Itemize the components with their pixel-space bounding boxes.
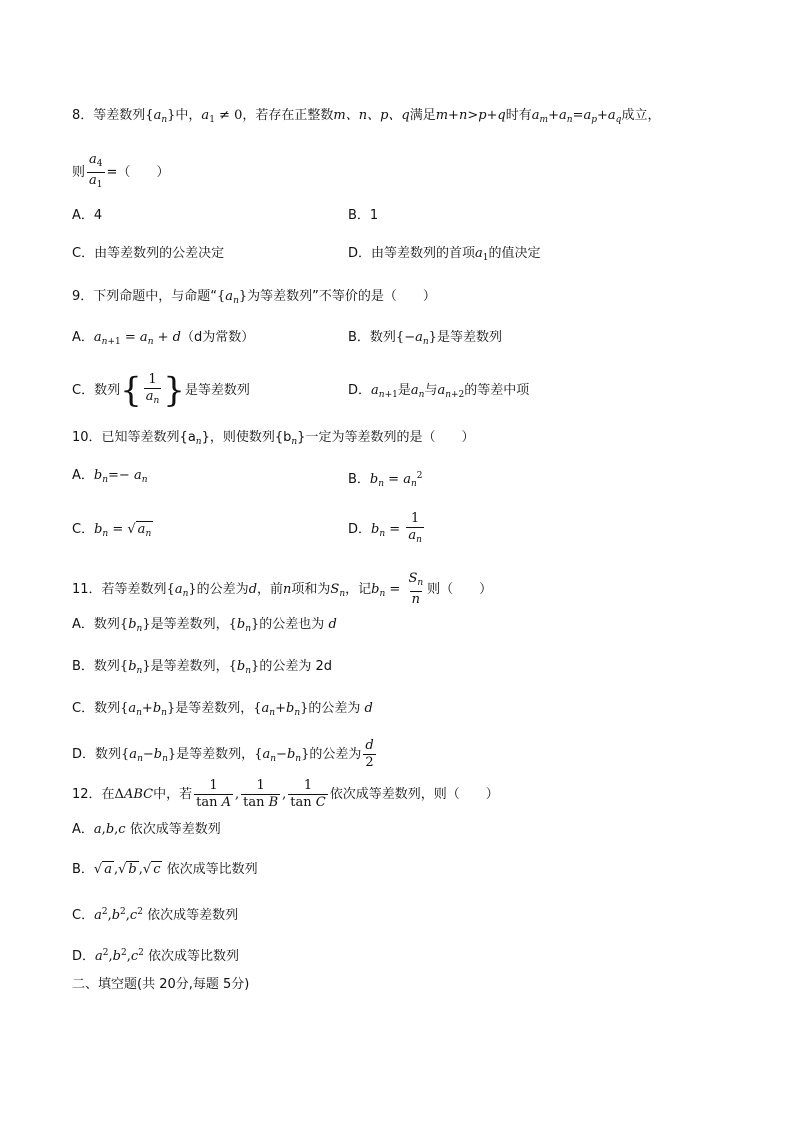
q8-text: 的值决定 — [488, 246, 541, 261]
q9-text: 是等差数列 — [184, 383, 250, 398]
q12-option-d: D．$a^2,b^2,c^2$ 依次成等比数列 — [72, 948, 240, 964]
q10-option-d: D．$b_n$ = $\frac{1}{a_n}$ — [348, 511, 426, 548]
q8-text: D．由等差数列的首项 — [348, 246, 476, 261]
q9-text: C．数列 — [72, 383, 121, 398]
option-label: B． — [72, 862, 94, 877]
q11-text: 是等差数列， — [150, 617, 229, 632]
q12-text: 依次成等差数列，则（ ） — [329, 787, 499, 802]
q10-option-a: A．$b_n=- a_n$ — [72, 468, 148, 485]
q8-text: 8．等差数列 — [72, 108, 146, 123]
section-heading: 二、填空题(共 20分,每题 5分) — [72, 977, 250, 992]
q12-text: 依次成等比数列 — [148, 949, 240, 964]
q9-text: 是等差数列 — [436, 330, 502, 345]
q11-text: 的公差为 — [308, 701, 361, 716]
q8-option-d: D．由等差数列的首项$a_1$的值决定 — [348, 246, 541, 263]
fraction-a4-a1: $\frac{a_4}{a_1}$ — [87, 152, 105, 193]
q8-stem-line2 — [72, 152, 169, 193]
option-label: D． — [348, 383, 372, 398]
q11-text: 的公差为 — [196, 582, 249, 597]
q9-option-d: D．$a_{n+1}$是$a_n$与$a_{n+2}$的等差中项 — [348, 383, 530, 400]
q11-text: 的公差为 — [309, 747, 362, 762]
fraction-sn-n: $\frac{S_n}{n}$ — [408, 571, 424, 607]
q9-text: （d为常数） — [180, 330, 255, 345]
q12-stem: 12．在ΔABC中，若 $\frac{1}{\text{tan A}}$ , $\frac{1}{\text{tan B}}$ , $\frac{1}{\text{tan C}}$ 依次成等差数列，则（ ） — [72, 778, 499, 810]
q12-text: 依次成等差数列 — [147, 908, 239, 923]
q11-option-a: A．数列$\{b_n\}$是等差数列，$\{b_n\}$的公差也为 d — [72, 617, 337, 634]
q11-option-d: D．数列$\{a_n-b_n\}$是等差数列，$\{a_n-b_n\}$的公差为 $\frac{d}{2}$ — [72, 738, 374, 770]
q8-text: 时有 — [505, 108, 532, 123]
sqrt-an: √ $a_n$ — [127, 522, 152, 539]
option-label: A． — [72, 468, 94, 483]
q10-text: }一定为等差数列的是（ ） — [297, 430, 475, 445]
q8-text: ，若存在正整数 — [242, 108, 334, 123]
fraction-1-tanB: $\frac{1}{\text{tan B}}$ — [243, 778, 279, 810]
q9-stem: 9．下列命题中，与命题“$\{a_n\}$为等差数列”不等价的是（ ） — [72, 289, 436, 306]
option-label: C． — [72, 908, 95, 923]
q12-option-c: C．$a^2,b^2,c^2$ 依次成等差数列 — [72, 907, 239, 923]
q11-option-c: C．数列$\{a_n+b_n\}$是等差数列，$\{a_n+b_n\}$的公差为 d — [72, 701, 373, 718]
q9-text: 9．下列命题中，与命题“ — [72, 289, 218, 304]
q8-text: 中， — [175, 108, 202, 123]
q8-stem: 8．等差数列$\{a_n\}$中，$a_1 \ne 0$，若存在正整数m、n、p、q满足m+n>p+q时有$a_m+a_n=a_p+a_q$成立， — [72, 108, 661, 125]
q9-text: B．数列 — [348, 330, 396, 345]
q12-text: 中，若 — [153, 787, 193, 802]
q8-option-a: A．4 — [72, 208, 103, 223]
q11-text: 的公差为 2d — [259, 659, 332, 674]
q10-option-c: C．$b_n$ = √ $a_n$ — [72, 520, 153, 544]
q11-text: 的公差也为 — [259, 617, 325, 632]
q11-stem: 11．若等差数列$\{a_n\}$的公差为d，前n项和为$S_n$，记$b_n$ = $\frac{S_n}{n}$ 则（ ） — [72, 571, 493, 607]
q8-option-c: C．由等差数列的公差决定 — [72, 246, 225, 261]
q11-option-b: B．数列$\{b_n\}$是等差数列，$\{b_n\}$的公差为 2d — [72, 659, 332, 676]
q11-text: C．数列 — [72, 701, 121, 716]
q9-text: 为等差数列”不等价的是（ ） — [247, 289, 436, 304]
q10-stem: 10．已知等差数列$\{a_n\}$，则使数列$\{b_n\}$一定为等差数列的是（ ） — [72, 430, 475, 447]
fraction-1-tanC: $\frac{1}{\text{tan C}}$ — [290, 778, 326, 810]
option-label: D． — [72, 949, 96, 964]
q9-text: 的等差中项 — [464, 383, 530, 398]
q9-text: 是 — [397, 383, 411, 398]
q10-option-b: B．$b_n = a_n^2$ — [348, 471, 423, 489]
q11-text: 11．若等差数列 — [72, 582, 167, 597]
option-label: C． — [72, 522, 95, 537]
option-label: A． — [72, 822, 94, 837]
fraction-1-an: $\frac{1}{a_n}$ — [144, 372, 162, 409]
q11-text: B．数列 — [72, 659, 120, 674]
q8-text: 成立， — [621, 108, 661, 123]
q11-text: D．数列 — [72, 747, 122, 762]
q11-text: 是等差数列， — [150, 659, 229, 674]
q9-option-a: A．$a_{n+1} = a_n + d(d$为常数） — [72, 330, 255, 347]
q12-option-a: A．a,b,c 依次成等差数列 — [72, 822, 221, 837]
q9-option-c: C．数列{ $\frac{1}{a_n}$ }是等差数列 — [72, 370, 250, 411]
q8-condition: m+n>p+q — [435, 108, 506, 123]
q12-text: 依次成等差数列 — [129, 822, 221, 837]
q8-text: =（ ） — [106, 165, 170, 180]
q8-vars: m、n、p、q — [333, 108, 410, 123]
q11-text: 是等差数列， — [175, 701, 254, 716]
q8-option-b: B．1 — [348, 208, 379, 223]
q12-option-b: B．√ a ,√ b ,√ c 依次成等比数列 — [72, 862, 258, 877]
q10-text: }，则使数列{b — [201, 430, 292, 445]
q12-text: 依次成等比数列 — [166, 862, 258, 877]
option-label: D． — [348, 522, 372, 537]
fraction-1-an: $\frac{1}{a_n}$ — [406, 511, 424, 548]
q11-text: ，记 — [345, 582, 372, 597]
q8-text: 则 — [72, 165, 86, 180]
option-label: B． — [348, 472, 370, 487]
q9-option-b: B．数列$\{-a_n\}$是等差数列 — [348, 330, 502, 347]
q11-text: 是等差数列， — [176, 747, 255, 762]
q10-text: 10．已知等差数列{a — [72, 430, 196, 445]
fraction-1-tanA: $\frac{1}{\text{tan A}}$ — [196, 778, 231, 810]
q11-text: A．数列 — [72, 617, 120, 632]
fraction-d-2: $\frac{d}{2}$ — [365, 738, 374, 770]
q8-text: 满足 — [409, 108, 436, 123]
q11-text: 则（ ） — [427, 582, 493, 597]
q9-text: 与 — [424, 383, 438, 398]
q11-text: ，前 — [257, 582, 284, 597]
q11-text: 项和为 — [291, 582, 331, 597]
q12-text: 12．在 — [72, 787, 115, 802]
option-label: A． — [72, 330, 94, 345]
